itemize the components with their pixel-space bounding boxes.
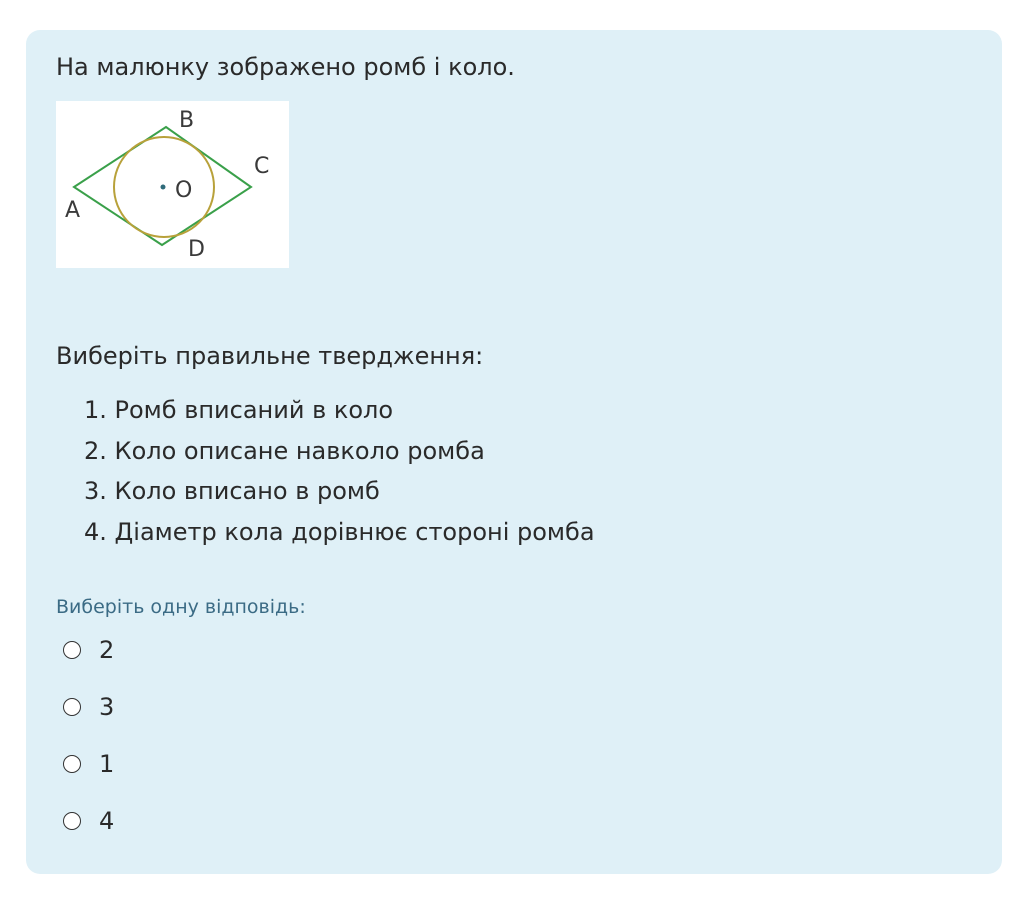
radio-button[interactable] [63,641,81,659]
option-label[interactable]: 4 [99,807,115,835]
question-prompt: Виберіть правильне твердження: [56,342,484,370]
label-a: A [65,198,81,223]
question-text: На малюнку зображено ромб і коло. [56,53,515,81]
statement-item: 3. Коло вписано в ромб [84,477,380,505]
radio-button[interactable] [63,812,81,830]
answer-option[interactable] [63,805,114,862]
statement-item: 1. Ромб вписаний в коло [84,396,394,424]
answer-option[interactable] [63,691,114,748]
label-b: B [179,108,195,133]
answer-option[interactable] [63,748,114,805]
option-label[interactable]: 2 [99,636,115,664]
statement-list [84,394,595,556]
radio-button[interactable] [63,755,81,773]
option-label[interactable]: 1 [99,750,115,778]
option-label[interactable]: 3 [99,693,115,721]
answer-prompt: Виберіть одну відповідь: [56,596,306,618]
label-d: D [188,237,205,262]
statement-item: 2. Коло описане навколо ромба [84,436,485,465]
radio-button[interactable] [63,698,81,716]
rhombus-circle-figure [56,101,289,268]
figure-svg [56,101,289,268]
statement-item: 4. Діаметр кола дорівнює стороні ромба [84,517,595,546]
question-card [26,30,1002,874]
answer-option[interactable] [63,634,114,691]
label-o: O [175,178,193,203]
center-point [161,185,166,190]
answer-options [63,634,114,862]
label-c: C [254,154,270,179]
